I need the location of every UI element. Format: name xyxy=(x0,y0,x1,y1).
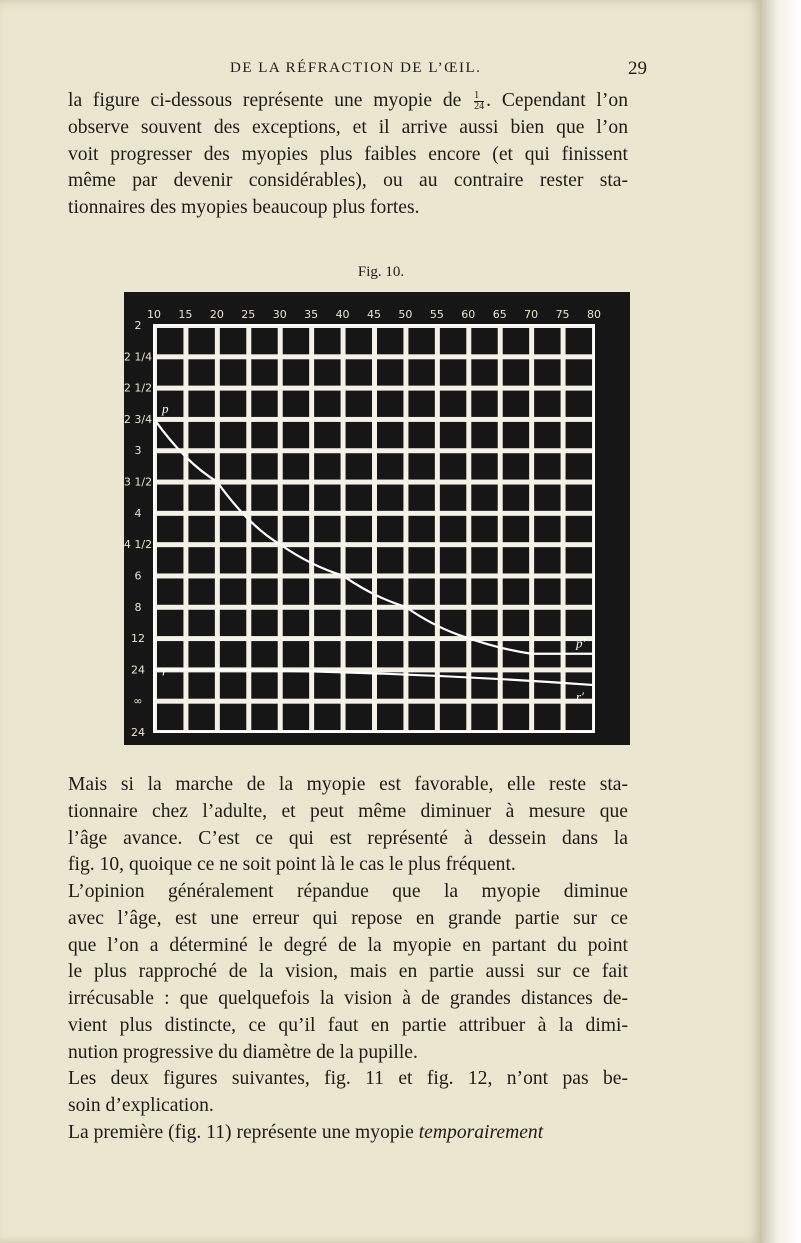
y-tick-label: 8 xyxy=(134,600,142,614)
paragraph-line: avec l’âge, est une erreur qui repose en grande partie sur ce xyxy=(68,907,628,929)
paragraph-line: voit progresser des myopies plus faibles encore (et qui finissent xyxy=(68,143,628,165)
grid-cell xyxy=(251,391,277,417)
fraction-one-twenty-fourth xyxy=(474,91,484,112)
grid-cell xyxy=(283,391,309,417)
y-tick-label: 2 1/4 xyxy=(124,350,153,364)
grid-cell xyxy=(408,578,434,604)
paragraph-line: Les deux figures suivantes, fig. 11 et fig. 12, n’ont pas be- xyxy=(68,1068,628,1089)
series-end-label: r′ xyxy=(576,689,584,705)
series-start-label: r xyxy=(162,663,168,679)
x-tick-label: 20 xyxy=(209,308,224,321)
fraction-numerator: 1 xyxy=(474,91,484,102)
grid-cell xyxy=(503,672,529,698)
grid-cell xyxy=(534,328,560,354)
paragraph-5 xyxy=(68,1120,628,1147)
grid-cell xyxy=(220,641,246,667)
chart-svg xyxy=(124,292,630,745)
grid-cell xyxy=(346,359,372,385)
grid-cell xyxy=(566,610,592,636)
series-end-label: p′ xyxy=(576,635,586,651)
grid-cell xyxy=(471,359,497,385)
grid-cell xyxy=(408,359,434,385)
grid-cell xyxy=(283,359,309,385)
grid-cell xyxy=(188,610,214,636)
grid-cell xyxy=(314,672,340,698)
grid-cell xyxy=(157,485,183,511)
grid-cell xyxy=(220,672,246,698)
paragraph-line: Mais si la marche de la myopie est favorable, elle reste sta- xyxy=(68,774,628,795)
grid-cell xyxy=(188,391,214,417)
y-tick-label: 2 1/2 xyxy=(124,381,153,395)
grid-cell xyxy=(283,641,309,667)
grid-cell xyxy=(534,547,560,573)
grid-cell xyxy=(220,391,246,417)
grid-cell xyxy=(251,641,277,667)
grid-cell xyxy=(251,610,277,636)
grid-cell xyxy=(346,547,372,573)
grid-cell xyxy=(157,641,183,667)
paragraph-2 xyxy=(68,772,628,879)
paragraph-line: fig. 10, quoique ce ne soit point là le cas le plus fréquent. xyxy=(68,854,516,876)
grid-cell xyxy=(346,610,372,636)
paragraph-line: le plus rapproché de la vision, mais en partie aussi sur ce fait xyxy=(68,961,628,983)
y-tick-label: 12 xyxy=(131,632,145,646)
grid-cell xyxy=(220,610,246,636)
grid-cell xyxy=(440,547,466,573)
grid-cell xyxy=(471,328,497,354)
grid-cell xyxy=(346,453,372,479)
grid-cell xyxy=(534,453,560,479)
grid-cell xyxy=(251,547,277,573)
grid-cell xyxy=(534,672,560,698)
y-tick-label: 2 xyxy=(134,319,142,332)
grid-cell xyxy=(283,610,309,636)
grid-cell xyxy=(566,516,592,542)
grid-cell xyxy=(220,453,246,479)
grid-cell xyxy=(188,547,214,573)
page-number: 29 xyxy=(628,58,647,79)
x-tick-label: 55 xyxy=(429,308,444,321)
grid-cell xyxy=(157,672,183,698)
x-tick-label: 45 xyxy=(367,308,381,321)
y-tick-label: 4 1/2 xyxy=(124,538,153,552)
grid-cell xyxy=(471,610,497,636)
grid-cell xyxy=(377,359,403,385)
grid-cell xyxy=(314,610,340,636)
grid-cell xyxy=(188,328,214,354)
grid-cell xyxy=(220,485,246,511)
grid-cell xyxy=(251,672,277,698)
series-start-label: p xyxy=(162,400,169,416)
page-edge-shadow xyxy=(762,0,801,1243)
grid-cell xyxy=(157,359,183,385)
grid-cell xyxy=(314,516,340,542)
grid-cell xyxy=(503,610,529,636)
x-tick-label: 35 xyxy=(304,308,319,321)
grid-cell xyxy=(251,578,277,604)
grid-cell xyxy=(314,704,340,730)
x-tick-label: 40 xyxy=(335,308,350,321)
paragraph-line: nution progressive du diamètre de la pupille. xyxy=(68,1041,418,1063)
grid-cell xyxy=(251,328,277,354)
grid-cell xyxy=(188,422,214,448)
grid-cell xyxy=(503,328,529,354)
fraction-denominator: 24 xyxy=(474,101,485,112)
grid-cell xyxy=(377,641,403,667)
grid-cell xyxy=(220,359,246,385)
grid-cell xyxy=(251,485,277,511)
grid-cell xyxy=(188,453,214,479)
paragraph-line: que l’on a déterminé le degré de la myopie en partant du point xyxy=(68,934,628,956)
grid-cell xyxy=(157,516,183,542)
grid-cell xyxy=(440,641,466,667)
grid-cell xyxy=(408,547,434,573)
grid-cell xyxy=(377,485,403,511)
grid-cell xyxy=(283,485,309,511)
grid-cell xyxy=(408,485,434,511)
grid-cell xyxy=(440,578,466,604)
y-tick-label: 6 xyxy=(134,569,142,583)
grid-cell xyxy=(534,516,560,542)
grid-cell xyxy=(157,422,183,448)
grid-cell xyxy=(471,422,497,448)
y-tick-label: 3 1/2 xyxy=(124,475,153,489)
grid-cell xyxy=(346,516,372,542)
grid-cell xyxy=(440,422,466,448)
grid-cell xyxy=(471,453,497,479)
grid-cell xyxy=(251,359,277,385)
grid-cell xyxy=(440,328,466,354)
grid-cell xyxy=(346,391,372,417)
grid-cell xyxy=(471,391,497,417)
grid-cell xyxy=(283,328,309,354)
grid-cell xyxy=(283,453,309,479)
grid-cell xyxy=(534,704,560,730)
grid-cell xyxy=(471,704,497,730)
grid-cell xyxy=(188,641,214,667)
grid-cell xyxy=(314,391,340,417)
grid-cell xyxy=(408,422,434,448)
grid-cell xyxy=(408,328,434,354)
grid-cell xyxy=(188,516,214,542)
grid-cell xyxy=(377,328,403,354)
grid-cell xyxy=(314,328,340,354)
grid-cell xyxy=(157,610,183,636)
grid-cell xyxy=(408,391,434,417)
grid-cell xyxy=(566,359,592,385)
grid-cell xyxy=(534,485,560,511)
grid-cell xyxy=(377,704,403,730)
grid-cell xyxy=(188,672,214,698)
grid-cell xyxy=(377,547,403,573)
text-fragment: la figure ci-dessous représente une myopie de xyxy=(68,90,462,111)
grid-cell xyxy=(408,453,434,479)
grid-cell xyxy=(157,578,183,604)
grid-cell xyxy=(377,422,403,448)
y-tick-label: 3 xyxy=(134,444,142,458)
grid-cell xyxy=(314,641,340,667)
grid-cell xyxy=(566,485,592,511)
grid-cell xyxy=(503,547,529,573)
y-tick-label: ∞ xyxy=(133,694,143,708)
grid-cell xyxy=(157,453,183,479)
grid-cell xyxy=(283,704,309,730)
grid-cell xyxy=(440,359,466,385)
grid-cell xyxy=(220,578,246,604)
grid-cell xyxy=(346,672,372,698)
grid-cell xyxy=(283,672,309,698)
grid-cell xyxy=(440,391,466,417)
grid-cell xyxy=(534,422,560,448)
grid-cell xyxy=(251,453,277,479)
x-tick-label: 10 xyxy=(147,308,161,321)
grid-cell xyxy=(188,485,214,511)
grid-cell xyxy=(283,516,309,542)
paragraph-line: observe souvent des exceptions, et il arrive aussi bien que l’on xyxy=(68,116,628,138)
figure-caption: Fig. 10. xyxy=(357,264,405,280)
grid-cell xyxy=(503,704,529,730)
grid-cell xyxy=(440,516,466,542)
grid-cell xyxy=(157,328,183,354)
grid-cell xyxy=(471,547,497,573)
paragraph-line: tionnaire chez l’adulte, et peut même diminuer à mesure que xyxy=(68,800,628,822)
grid-cell xyxy=(346,641,372,667)
x-tick-label: 60 xyxy=(461,308,476,321)
grid-cell xyxy=(188,578,214,604)
paragraph-line: vient plus distincte, ce qu’il faut en partie attribuer à la dimi- xyxy=(68,1014,628,1036)
grid-cell xyxy=(283,578,309,604)
grid-cell xyxy=(408,641,434,667)
grid-cell xyxy=(377,516,403,542)
grid-cell xyxy=(220,328,246,354)
grid-cell xyxy=(534,578,560,604)
y-tick-label: 2 3/4 xyxy=(124,412,153,426)
grid-cell xyxy=(220,422,246,448)
grid-cell xyxy=(566,704,592,730)
grid-cell xyxy=(566,578,592,604)
text-fragment: . Cependant l’on xyxy=(486,90,628,111)
grid-cell xyxy=(346,328,372,354)
italic-word: temporairement xyxy=(418,1122,544,1143)
paragraph-4 xyxy=(68,1066,628,1120)
grid-cell xyxy=(314,422,340,448)
paragraph-1 xyxy=(68,88,628,222)
grid-cell xyxy=(346,422,372,448)
grid-cell xyxy=(283,422,309,448)
y-tick-label: 24 xyxy=(131,726,145,739)
grid-cell xyxy=(503,359,529,385)
grid-cell xyxy=(471,485,497,511)
paragraph-line: l’âge avance. C’est ce qui est représenté à dessein dans la xyxy=(68,827,628,849)
grid-cell xyxy=(566,391,592,417)
grid-cell xyxy=(503,641,529,667)
x-tick-label: 15 xyxy=(178,308,193,321)
grid-cell xyxy=(503,578,529,604)
paragraph-line xyxy=(68,1120,628,1147)
grid-cell xyxy=(503,391,529,417)
x-tick-label: 30 xyxy=(272,308,287,321)
grid-cell xyxy=(534,391,560,417)
running-head xyxy=(0,58,762,84)
grid-cell xyxy=(314,359,340,385)
grid-cell xyxy=(408,704,434,730)
figure-10-chart xyxy=(124,292,630,745)
grid-cell xyxy=(377,610,403,636)
grid-cell xyxy=(346,704,372,730)
grid-cell xyxy=(534,610,560,636)
grid-cell xyxy=(471,516,497,542)
grid-cell xyxy=(503,485,529,511)
grid-cell xyxy=(440,485,466,511)
grid-cell xyxy=(220,547,246,573)
grid-cell xyxy=(314,485,340,511)
grid-cell xyxy=(377,672,403,698)
grid-cell xyxy=(377,453,403,479)
grid-cell xyxy=(251,422,277,448)
grid-cell xyxy=(440,453,466,479)
grid-cell xyxy=(503,453,529,479)
x-tick-label: 80 xyxy=(587,308,601,321)
y-tick-label: 24 xyxy=(131,663,145,677)
x-tick-label: 75 xyxy=(555,308,570,321)
grid-cell xyxy=(251,704,277,730)
paragraph-line: même par devenir considérables), ou au contraire rester sta- xyxy=(68,170,628,192)
grid-cell xyxy=(471,578,497,604)
paragraph-1-line-1 xyxy=(68,88,628,115)
grid-cell xyxy=(188,704,214,730)
x-tick-label: 65 xyxy=(492,308,507,321)
grid-cell xyxy=(251,516,277,542)
paragraph-line: L’opinion généralement répandue que la myopie diminue xyxy=(68,881,628,902)
grid-cell xyxy=(157,391,183,417)
grid-cell xyxy=(220,704,246,730)
grid-cell xyxy=(566,547,592,573)
grid-cell xyxy=(566,453,592,479)
paragraph-line: tionnaires des myopies beaucoup plus fortes. xyxy=(68,197,420,219)
grid-cell xyxy=(408,516,434,542)
grid-cell xyxy=(566,328,592,354)
running-title: DE LA RÉFRACTION DE L’ŒIL. xyxy=(230,60,482,76)
x-tick-label: 50 xyxy=(398,308,413,321)
grid-cell xyxy=(188,359,214,385)
grid-cell xyxy=(314,453,340,479)
text-fragment: La première (fig. 11) représente une myopie xyxy=(68,1122,414,1143)
grid-cell xyxy=(471,672,497,698)
paragraph-line: irrécusable : que quelquefois la vision à de grandes distances de- xyxy=(68,988,628,1010)
grid-cell xyxy=(534,359,560,385)
x-tick-label: 70 xyxy=(524,308,539,321)
grid-cell xyxy=(503,516,529,542)
grid-cell xyxy=(346,485,372,511)
grid-cell xyxy=(220,516,246,542)
paragraph-3 xyxy=(68,879,628,1067)
y-tick-label: 4 xyxy=(134,506,142,520)
grid-cell xyxy=(440,704,466,730)
grid-cell xyxy=(566,422,592,448)
x-tick-label: 25 xyxy=(241,308,256,321)
grid-cell xyxy=(377,391,403,417)
grid-cell xyxy=(157,704,183,730)
grid-cell xyxy=(503,422,529,448)
grid-cell xyxy=(314,578,340,604)
grid-cell xyxy=(157,547,183,573)
paragraph-line: soin d’explication. xyxy=(68,1094,214,1116)
